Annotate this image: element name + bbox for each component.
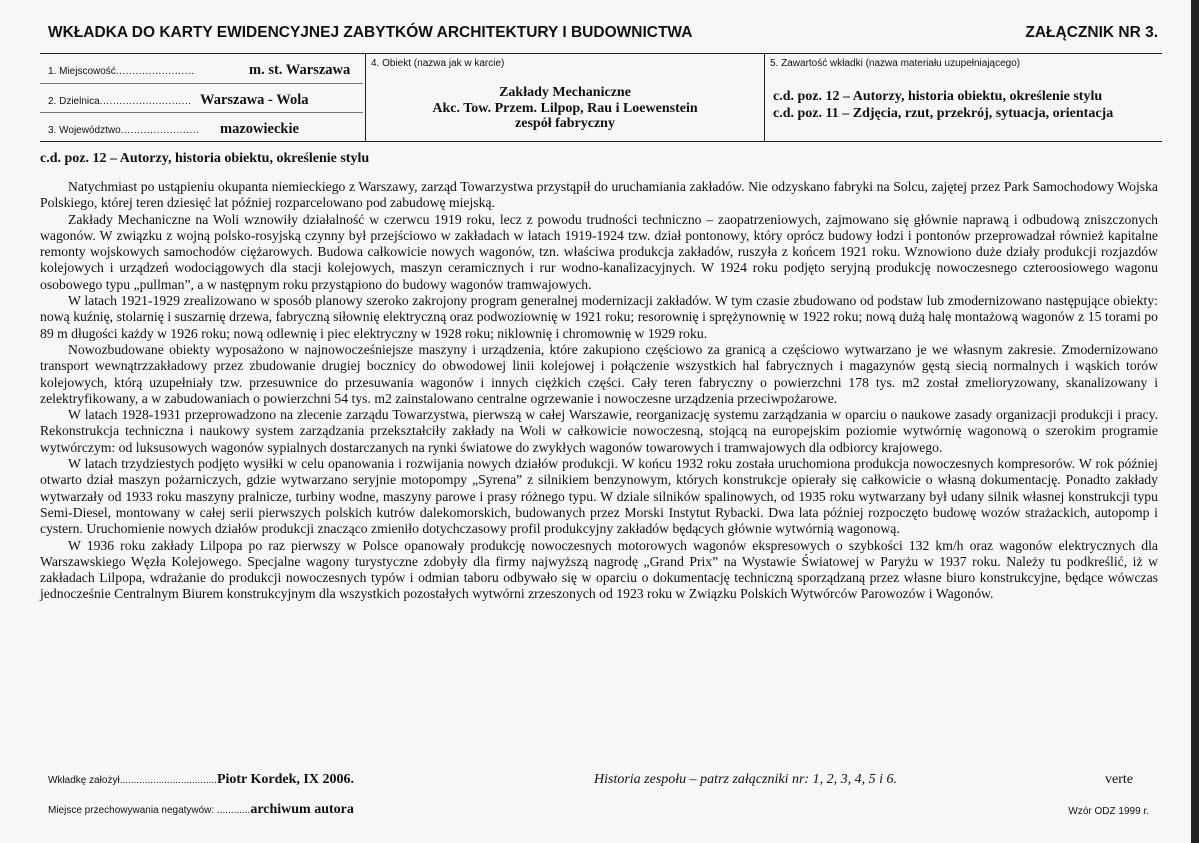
object-line: Zakłady Mechaniczne [499, 85, 631, 100]
field-miejscowosc [40, 54, 363, 82]
field-value: mazowieckie [220, 121, 299, 137]
negatives-value: archiwum autora [250, 802, 354, 817]
form-title: WKŁADKA DO KARTY EWIDENCYJNEJ ZABYTKÓW ARCHITEKTURY I BUDOWNICTWA [48, 24, 693, 41]
author-signature [48, 772, 354, 788]
content-list [773, 88, 1113, 122]
field-value: Warszawa - Wola [200, 92, 309, 108]
object-line: Akc. Tow. Przem. Lilpop, Rau i Loewenstein [432, 100, 698, 116]
field-dots: ........................ [120, 125, 200, 136]
field-value: m. st. Warszawa [249, 62, 351, 78]
paragraph: W latach trzydziestych podjęto wysiłki w celu opanowania i rozwijania nowych działów produkcji. W końcu 1932 roku została uruchomiona produkcja nowoczesnych kompresorów. W rok później otwarto dział maszyn pożarniczych, gdzie wytwarzano seryjnie motopompy „Syrena” z silnikiem benzynowym, których konstrukcje opierały się całkowicie o własną dokumentację. Ponadto zakłady wytwarzały od 1933 roku maszyny pralnicze, turbiny wodne, maszyny parowe i prasy różnego typu. W dziale silników spalinowych, od 1935 roku wytwarzany był udany silnik własnej konstrukcji typu Semi-Diesel, montowany w całej serii pierwszych polskich kutrów dalekomorskich, budowanych przez Morski Instytut Rybacki. Dwa lata później rozpoczęto budowę wozów strażackich, autopomp i cystern. Uruchomienie nowych działów produkcji znacząco zmieniło dotychczasowy profil produkcyjny zakładów będących głównie wytwórnią wagonową. [40, 456, 1158, 537]
object-name [366, 85, 764, 132]
history-text [40, 179, 1158, 603]
form-template-id: Wzór ODZ 1999 r. [1068, 806, 1149, 817]
field-wojewodztwo [40, 112, 363, 141]
content-line: c.d. poz. 11 – Zdjęcia, rzut, przekrój, sytuacja, orientacja [773, 106, 1114, 121]
verte-note: verte [1105, 772, 1133, 787]
paragraph: Nowozbudowane obiekty wyposażono w najnowocześniejsze maszyny i urządzenia, które zakupiono częściowo za granicą a częściowo wytwarzano je we własnym zakresie. Zmodernizowano transport wewnątrzzakładowy przez zbudowanie drugiej bocznicy do obwodowej linii kolejowej i połączenie wszystkich hal fabrycznych i magazynów gęstą siecią normalnych i wąskich torów kolejowych, którą uzupełniały tzw. przesuwnice do przesuwania wagonów i innych ciężkich części. Cały teren fabryczny o powierzchni 178 tys. m2 został zmelioryzowany, skanalizowany i zelektryfikowany, a w zabudowaniach o powierzchni 54 tys. m2 zainstalowano centralne ogrzewanie i nowoczesne urządzenia przeciwpożarowe. [40, 341, 1158, 406]
location-column [40, 54, 363, 141]
negatives-label: Miejsce przechowywania negatywów: [48, 805, 215, 816]
field-label: 3. Województwo [48, 125, 121, 136]
field-dots: ............................ [99, 96, 192, 107]
annex-number: ZAŁĄCZNIK NR 3. [1025, 24, 1158, 41]
paragraph: Natychmiast po ustąpieniu okupanta niemieckiego z Warszawy, zarząd Towarzystwa przystąpił do uruchamiania zakładów. Nie odzyskano fabryki na Solcu, zajętej przez Park Samochodowy Wojska Polskiego, której teren dziesięć lat później rozparcelowano pod zabudowę miejską. [40, 179, 1158, 211]
history-reference: Historia zespołu – patrz załączniki nr: 1, 2, 3, 4, 5 i 6. [594, 772, 897, 787]
field-dzielnica [40, 83, 363, 112]
negatives-dots: ............ [214, 805, 251, 816]
field-dots: ........................ [115, 66, 195, 77]
page-header [48, 24, 1158, 46]
author-dots: ................................... [119, 775, 217, 786]
form-fields-table [40, 53, 1162, 142]
section-title: c.d. poz. 12 – Autorzy, historia obiektu, określenie stylu [40, 151, 370, 166]
author-value: Piotr Kordek, IX 2006. [216, 772, 354, 787]
object-label: 4. Obiekt (nazwa jak w karcie) [371, 58, 505, 69]
field-label: 1. Miejscowość [48, 66, 116, 77]
content-line: c.d. poz. 12 – Autorzy, historia obiektu, określenie stylu [773, 89, 1103, 104]
paragraph: W latach 1928-1931 przeprowadzono na zlecenie zarządu Towarzystwa, pierwszą w całej Warszawie, reorganizację systemu zarządzania w oparciu o naukowe zasady organizacji produkcji i pracy. Rekonstrukcja techniczna i naukowy system zarządzania przekształciły zakłady na Woli w całkowicie nowoczesną, stojącą na europejskim poziomie wytwórnię wagonową o szerokim programie wytwórczym: od luksusowych wagonów sypialnych dostarczanych na rynki światowe do zwykłych wagonów towarowych i tramwajowych dla odbiorcy krajowego. [40, 407, 1158, 455]
paragraph: W latach 1921-1929 zrealizowano w sposób planowy szeroko zakrojony program generalnej modernizacji zakładów. W tym czasie zbudowano od podstaw lub zmodernizowano następujące obiekty: nową kuźnię, stolarnię i suszarnię drzewa, fabryczną siłownię elektryczną oraz podwoziownię w 1921 roku; resorownię i sprężynownię w 1922 roku; nową dużą halę montażową wagonów z 15 torami po 89 m długości każdy w 1926 roku; nową odlewnię i piec elektryczny w 1928 roku; niklownię i chromownię w 1929 roku. [40, 293, 1158, 341]
object-line: zespół fabryczny [515, 116, 615, 131]
negatives-location [48, 802, 354, 818]
field-label: 2. Dzielnica [48, 96, 100, 107]
content-column [764, 54, 1163, 141]
author-label: Wkładkę założył [48, 775, 120, 786]
content-label: 5. Zawartość wkładki (nazwa materiału uzupełniającego) [770, 58, 1021, 69]
scan-edge [1191, 0, 1199, 843]
paragraph: Zakłady Mechaniczne na Woli wznowiły działalność w czerwcu 1919 roku, lecz z powodu trudności techniczno – zaopatrzeniowych, zajmowano się głównie naprawą i odbudową zniszczonych wagonów. W związku z wojną polsko-rosyjską czynny był przejściowo w zakładach w latach 1919-1924 tzw. dział pontonowy, który oprócz budowy łodzi i pontonów przeprowadzał również kapitalne remonty wojskowych samochodów ciężarowych. Budowa całkowicie nowych wagonów, tzn. właściwa produkcja zakładów, ruszyła z końcem 1921 roku. Wznowiono duże działy produkcji rozjazdów kolejowych i urządzeń wodociągowych dla stacji kolejowych, maszyn ceramicznych i rur wodno-kanalizacyjnych. W 1924 roku podjęto seryjną produkcję nowoczesnego czteroosiowego wagonu osobowego typu „pullman”, a w następnym roku przystąpiono do budowy wagonów tramwajowych. [40, 211, 1158, 292]
object-column [365, 54, 764, 141]
paragraph: W 1936 roku zakłady Lilpopa po raz pierwszy w Polsce opanowały produkcję nowoczesnych motorowych wagonów ekspresowych o szybkości 132 km/h oraz wagonów elektrycznych dla Warszawskiego Węzła Kolejowego. Specjalne wagony turystyczne zdobyły dla firmy najwyższą nagrodę „Grand Prix” na Wystawie Światowej w Paryżu w 1937 roku. Należy tu podkreślić, iż w zakładach Lilpopa, wdrażanie do produkcji nowoczesnych typów i odmian taboru odbywało się w oparciu o dokumentację techniczną sporządzaną przez własne biuro konstrukcyjne, będące wówczas jednocześnie Centralnym Biurem konstrukcyjnym dla wszystkich pozostałych wytwórni zrzeszonych od 1923 roku w Związku Polskich Wytwórców Parowozów i Wagonów. [40, 537, 1158, 602]
